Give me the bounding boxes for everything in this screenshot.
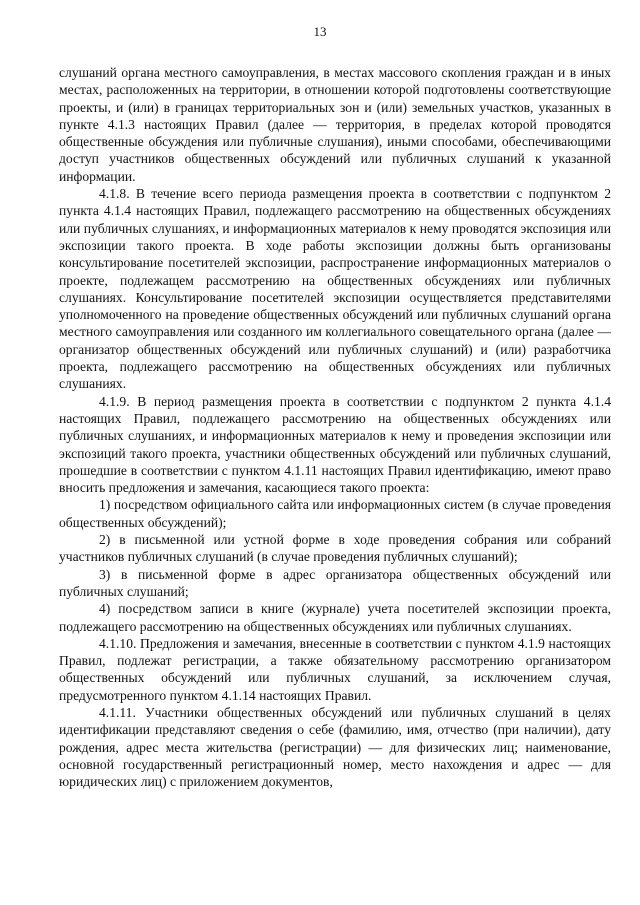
- list-item-1: 1) посредством официального сайта или информационных систем (в случае проведения общественных обсуждений);: [59, 497, 611, 530]
- paragraph-4-1-10: 4.1.10. Предложения и замечания, внесенные в соответствии с пунктом 4.1.9 настоящих Правил, подлежат регистрации, а также обязательному рассмотрению организатором общественных обсуждений или публичных слушаний, за исключением случая, предусмотренного пунктом 4.1.14 настоящих Правил.: [59, 635, 611, 703]
- paragraph-continuation: слушаний органа местного самоуправления, в местах массового скопления граждан и в иных местах, расположенных на территории, в отношении которой подготовлены соответствующие проекты, и (или) в границах территориальных зон и (или) земельных участков, указанных в пункте 4.1.3 настоящих Правил (далее — территория, в пределах которой проводятся общественные обсуждения или публичные слушания), иными способами, обеспечивающими доступ участников общественных обсуждений или публичных слушаний к указанной информации.: [59, 65, 611, 184]
- paragraph-4-1-8: 4.1.8. В течение всего периода размещения проекта в соответствии с подпунктом 2 пункта 4.1.4 настоящих Правил, подлежащего рассмотрению на общественных обсуждениях или публичных слушаниях, и информационных материалов к нему проводятся экспозиция или экспозиции такого проекта. В ходе работы экспозиции должны быть организованы консультирование посетителей экспозиции, распространение информационных материалов о проекте, подлежащем рассмотрению на общественных обсуждениях или публичных слушаниях. Консультирование посетителей экспозиции осуществляется представителями уполномоченного на проведение общественных обсуждений или публичных слушаний органа местного самоуправления или созданного им коллегиального совещательного органа (далее — организатор общественных обсуждений или публичных слушаний) и (или) разработчика проекта, подлежащего рассмотрению на общественных обсуждениях или публичных слушаниях.: [59, 186, 611, 392]
- paragraph-4-1-9: 4.1.9. В период размещения проекта в соответствии с подпунктом 2 пункта 4.1.4 настоящих Правил, подлежащего рассмотрению на общественных обсуждениях или публичных слушаниях, и информационных материалов к нему и проведения экспозиции или экспозиций такого проекта, участники общественных обсуждений или публичных слушаний, прошедшие в соответствии с пунктом 4.1.11 настоящих Правил идентификацию, имеют право вносить предложения и замечания, касающиеся такого проекта:: [59, 393, 611, 496]
- paragraph-4-1-11: 4.1.11. Участники общественных обсуждений или публичных слушаний в целях идентификации представляют сведения о себе (фамилию, имя, отчество (при наличии), дату рождения, адрес места жительства (регистрации) — для физических лиц; наименование, основной государственный регистрационный номер, место нахождения и адрес — для юридических лиц) с приложением документов,: [59, 704, 611, 790]
- list-item-2: 2) в письменной или устной форме в ходе проведения собрания или собраний участников публичных слушаний (в случае проведения публичных слушаний);: [59, 532, 611, 565]
- list-item-4: 4) посредством записи в книге (журнале) учета посетителей экспозиции проекта, подлежащего рассмотрению на общественных обсуждениях или публичных слушаниях.: [59, 601, 611, 634]
- list-item-3: 3) в письменной форме в адрес организатора общественных обсуждений или публичных слушаний;: [59, 566, 611, 599]
- page-number: 13: [313, 24, 327, 39]
- document-body: [59, 64, 611, 790]
